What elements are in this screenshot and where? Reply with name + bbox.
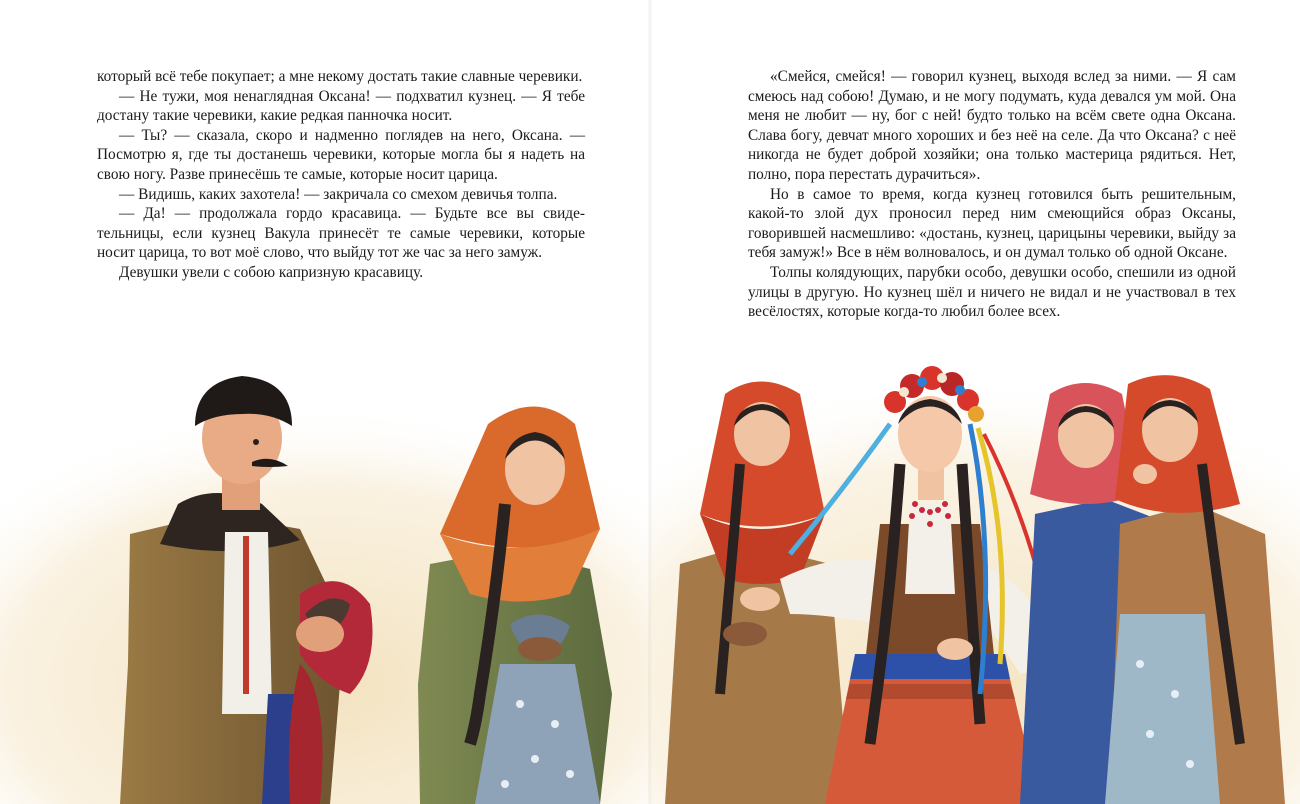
paragraph: — Ты? — сказала, скоро и надменно поглядев на него, Оксана. — Посмотрю я, где ты достанешь черевики, которые могла бы я надеть на свою ногу. Разве принесёшь те самые, которые носит царица. (97, 126, 585, 183)
paragraph: «Смейся, смейся! — говорил кузнец, выходя вслед за ними. — Я сам смеюсь над собою! Думаю, и не могу подумать, куда девался ум мой. Она меня не любит — ну, бог с ней! будто только на всём свете одна Оксана. Слава богу, девчат много хороших и без неё на селе. Да что Оксана? с неё никогда не будет доброй хозяйки; она только мастерица рядиться. Нет, полно, пора перестать дурачиться». (748, 68, 1236, 183)
right-page (650, 0, 1300, 804)
left-page-text (97, 67, 585, 283)
paragraph: Толпы колядующих, парубки особо, девушки особо, спешили из одной улицы в другую. Но кузнец шёл и ничего не видал и не участвовал в тех весёлостях, которые когда-то любил более всех. (748, 263, 1236, 321)
paragraph: Но в самое то время, когда кузнец готовился быть решительным, какой-то злой дух проносил перед ним смеющийся образ Оксаны, говорившей насмешливо: «достань, кузнец, царицыны черевики, выйду за тебя замуж!» Все в нём волновалось, и он думал только об одной Оксане. (748, 185, 1236, 262)
paragraph: который всё тебе покупает; а мне некому достать такие славные черевики. (97, 68, 583, 85)
paragraph: Девушки увели с собою капризную красавицу. (119, 263, 424, 281)
paragraph: — Да! — продолжала гордо красавица. — Будьте все вы свидетельницы, если кузнец Вакула принесёт те самые черевики, которые носит царица, то вот моё слово, что выйду тот же час за него замуж. (97, 205, 585, 262)
smith-and-girl-illustration (0, 364, 650, 804)
paragraph: — Не тужи, моя ненаглядная Оксана! — подхватил кузнец. — Я тебе достану такие черевики, какие редкая панночка носит. (97, 87, 585, 125)
girls-group-illustration (650, 364, 1300, 804)
right-page-text (748, 67, 1236, 322)
paragraph: — Видишь, каких захотела! — закричала со смехом девичья толпа. (119, 185, 558, 203)
